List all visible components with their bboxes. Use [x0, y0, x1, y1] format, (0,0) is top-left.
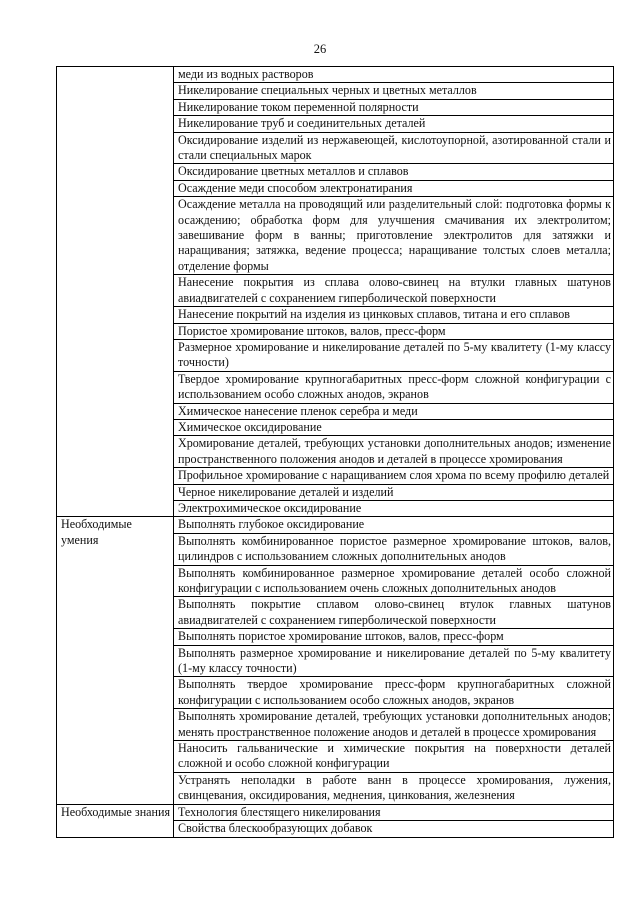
table-cell [174, 339, 614, 371]
table-cell [174, 709, 614, 741]
requirement-text: Устранять неполадки в работе ванн в процессе хромирования, лужения, свинцевания, оксидирования, меднения, цинкования, железнения [178, 772, 611, 803]
table-cell [174, 500, 614, 516]
table-cell [174, 83, 614, 99]
table-cell [174, 468, 614, 484]
requirement-text: Выполнять размерное хромирование и никелирование деталей по 5-му квалитету (1-му классу точности) [178, 645, 611, 676]
table-row [57, 517, 614, 533]
table-cell [174, 403, 614, 419]
requirement-text: Оксидирование цветных металлов и сплавов [178, 164, 409, 179]
table-cell [174, 597, 614, 629]
table-cell [174, 741, 614, 773]
table-row [57, 67, 614, 83]
table-cell [174, 677, 614, 709]
requirement-text: Химическое нанесение пленок серебра и меди [178, 403, 418, 418]
requirement-text: Выполнять хромирование деталей, требующих установки дополнительных анодов; менять пространственное положение анодов и деталей в процессе хромирования [178, 709, 611, 739]
requirement-text: Электрохимическое оксидирование [178, 500, 362, 515]
requirement-text: Профильное хромирование с наращиванием слоя хрома по всему профилю деталей [178, 468, 610, 483]
table-cell [174, 67, 614, 83]
table-cell [174, 180, 614, 196]
requirement-text: Выполнять пористое хромирование штоков, валов, пресс-форм [178, 629, 504, 644]
requirement-text: Твердое хромирование крупногабаритных пресс-форм сложной конфигурации с использованием особо сложных анодов, экранов [178, 371, 611, 402]
section-label: Необходимые умения [57, 517, 174, 804]
requirement-text: Химическое оксидирование [178, 419, 322, 434]
requirement-text: Никелирование током переменной полярности [178, 99, 419, 114]
requirement-text: Свойства блескообразующих добавок [178, 821, 373, 836]
table-cell [174, 629, 614, 645]
table-cell [174, 565, 614, 597]
requirement-text: Технология блестящего никелирования [178, 804, 381, 819]
table-cell [174, 371, 614, 403]
table-cell [174, 772, 614, 804]
table-row [57, 804, 614, 820]
table-cell [174, 275, 614, 307]
requirement-text: Наносить гальванические и химические покрытия на поверхности деталей сложной и особо сложной конфигурации [178, 741, 611, 771]
table-cell [174, 307, 614, 323]
requirement-text: Нанесение покрытия из сплава олово-свинец на втулки главных шатунов авиадвигателей с сохранением гиперболической поверхности [178, 275, 611, 305]
table-cell [174, 323, 614, 339]
requirement-text: Выполнять покрытие сплавом олово-свинец втулок главных шатунов авиадвигателей с сохранением гиперболической поверхности [178, 597, 611, 627]
section-label [57, 67, 174, 517]
table-cell [174, 419, 614, 435]
table-cell [174, 533, 614, 565]
table-cell [174, 197, 614, 275]
requirement-text: Никелирование труб и соединительных деталей [178, 116, 426, 131]
table-cell [174, 821, 614, 837]
page-number: 26 [313, 42, 327, 56]
requirement-text: Выполнять твердое хромирование пресс-форм крупногабаритных сложной конфигурации с использованием особо сложных анодов, экранов [178, 677, 611, 707]
requirement-text: Хромирование деталей, требующих установки дополнительных анодов; изменение пространственного положения анодов и деталей в процессе хромирования [178, 436, 611, 466]
requirement-text: Черное никелирование деталей и изделий [178, 484, 394, 499]
table-cell [174, 99, 614, 115]
table-cell [174, 164, 614, 180]
requirements-table-body [57, 67, 614, 838]
requirements-table [56, 66, 614, 838]
requirement-text: Размерное хромирование и никелирование деталей по 5-му квалитету (1-му классу точности) [178, 339, 611, 370]
table-cell [174, 517, 614, 533]
table-cell [174, 436, 614, 468]
table-cell [174, 132, 614, 164]
requirement-text: Пористое хромирование штоков, валов, пресс-форм [178, 323, 446, 338]
requirement-text: Нанесение покрытий на изделия из цинковых сплавов, титана и его сплавов [178, 307, 571, 322]
table-cell [174, 116, 614, 132]
requirement-text: меди из водных растворов [178, 67, 314, 81]
requirement-text: Выполнять глубокое оксидирование [178, 517, 365, 532]
requirement-text: Никелирование специальных черных и цветных металлов [178, 83, 477, 98]
table-cell [174, 484, 614, 500]
requirement-text: Оксидирование изделий из нержавеющей, кислотоупорной, азотированной стали и стали специальных марок [178, 132, 611, 163]
requirement-text: Выполнять комбинированное пористое размерное хромирование штоков, валов, цилиндров с использованием сложных дополнительных анодов [178, 533, 611, 564]
requirement-text: Осаждение металла на проводящий или разделительный слой: подготовка формы к осаждению; обработка форм для улучшения смачивания их электролитом; завешивание форм в ванны; приготовление электролитов для затяжки и наращивания; затяжка, ведение процесса; наращивание толстых слоев металла; отделение формы [178, 197, 611, 273]
requirement-text: Выполнять комбинированное размерное хромирование деталей особо сложной конфигурации с использованием очень сложных дополнительных анодов [178, 565, 611, 595]
section-label: Необходимые знания [57, 804, 174, 837]
table-cell [174, 645, 614, 677]
table-cell [174, 804, 614, 820]
requirement-text: Осаждение меди способом электронатирания [178, 180, 413, 195]
